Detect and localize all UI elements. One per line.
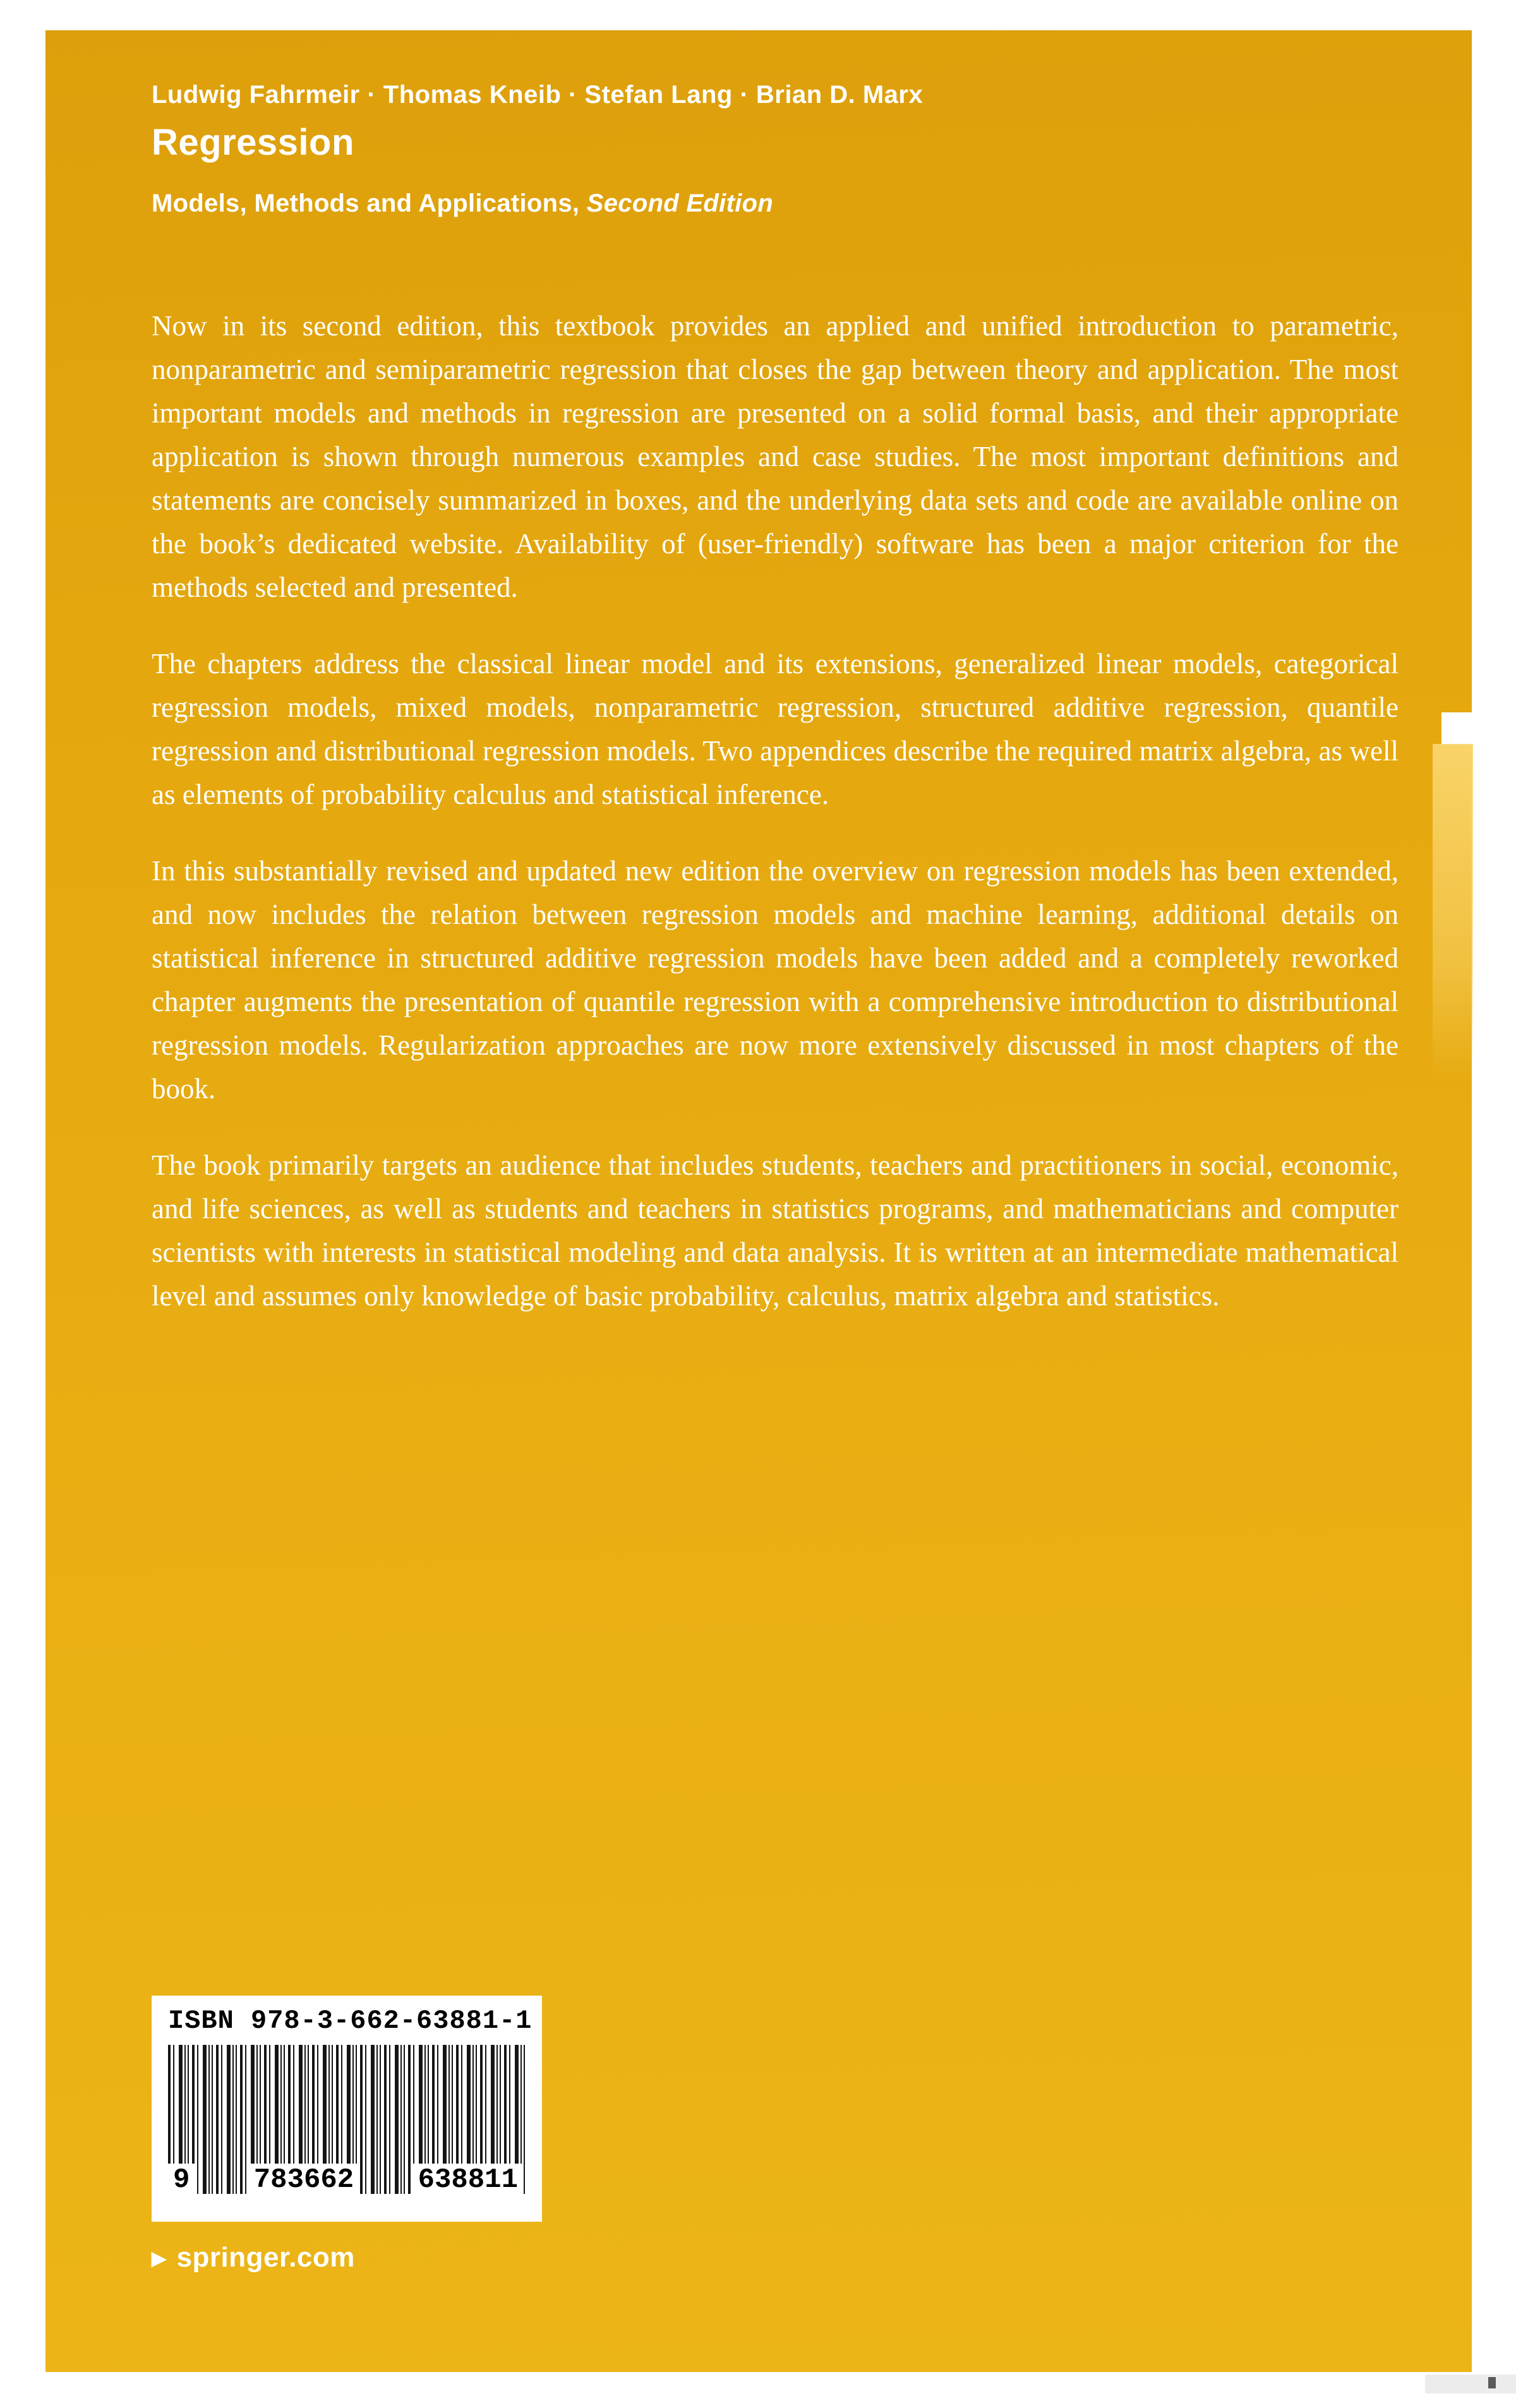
publisher-url: springer.com xyxy=(176,2242,355,2273)
print-mark-strip xyxy=(1425,2375,1516,2393)
blurb-paragraph-4: The book primarily targets an audience that includes students, teachers and practitioners in social, economic, and life sciences, as well as students and teachers in statistics programs, and mathematicians and computer scientists with interests in statistical modeling and data analysis. It is written at an intermediate mathematical level and assumes only knowledge of basic probability, calculus, matrix algebra and statistics. xyxy=(152,1149,1399,1312)
ean-barcode-icon xyxy=(168,2045,526,2194)
barcode-digit-group-1: 783662 xyxy=(249,2164,359,2196)
springer-arrow-icon: ▶ xyxy=(152,2248,167,2269)
publisher-line xyxy=(152,2242,355,2273)
isbn-panel xyxy=(152,1996,542,2222)
barcode-digits xyxy=(168,2164,523,2196)
isbn-label: ISBN 978-3-662-63881-1 xyxy=(168,2006,532,2036)
print-mark-dot xyxy=(1488,2377,1496,2388)
blurb-paragraph-3: In this substantially revised and updated new edition the overview on regression models has been extended, and now includes the relation between regression models and machine learning, additional details on statistical inference in structured additive regression models have been added and a completely reworked chapter augments the presentation of quantile regression with a comprehensive introduction to distributional regression models. Regularization approaches are now more extensively discussed in most chapters of the book. xyxy=(152,855,1399,1105)
subtitle-edition: Second Edition xyxy=(586,189,774,217)
book-back-cover xyxy=(45,30,1472,2372)
barcode-digit-left: 9 xyxy=(168,2164,195,2196)
page-edge-strip xyxy=(1433,744,1473,1081)
book-title: Regression xyxy=(152,122,354,163)
barcode-digit-group-2: 638811 xyxy=(413,2164,523,2196)
authors-line: Ludwig Fahrmeir · Thomas Kneib · Stefan Lang · Brian D. Marx xyxy=(152,81,923,109)
page-edge-notch xyxy=(1441,712,1516,745)
subtitle-text: Models, Methods and Applications, xyxy=(152,189,587,217)
book-subtitle xyxy=(152,189,773,218)
blurb-paragraph-1: Now in its second edition, this textbook provides an applied and unified introduction to parametric, nonparametric and semiparametric regression that closes the gap between theory and application. The most important models and methods in regression are presented on a solid formal basis, and their appropriate application is shown through numerous examples and case studies. The most important definitions and statements are concisely summarized in boxes, and the underlying data sets and code are available online on the book’s dedicated website. Availability of (user-friendly) software has been a major criterion for the methods selected and presented. xyxy=(152,310,1399,603)
back-cover-blurb xyxy=(152,304,1399,1351)
blurb-paragraph-2: The chapters address the classical linear model and its extensions, generalized linear models, categorical regression models, mixed models, nonparametric regression, structured additive regression, quantile regression and distributional regression models. Two appendices describe the required matrix algebra, as well as elements of probability calculus and statistical inference. xyxy=(152,648,1399,810)
